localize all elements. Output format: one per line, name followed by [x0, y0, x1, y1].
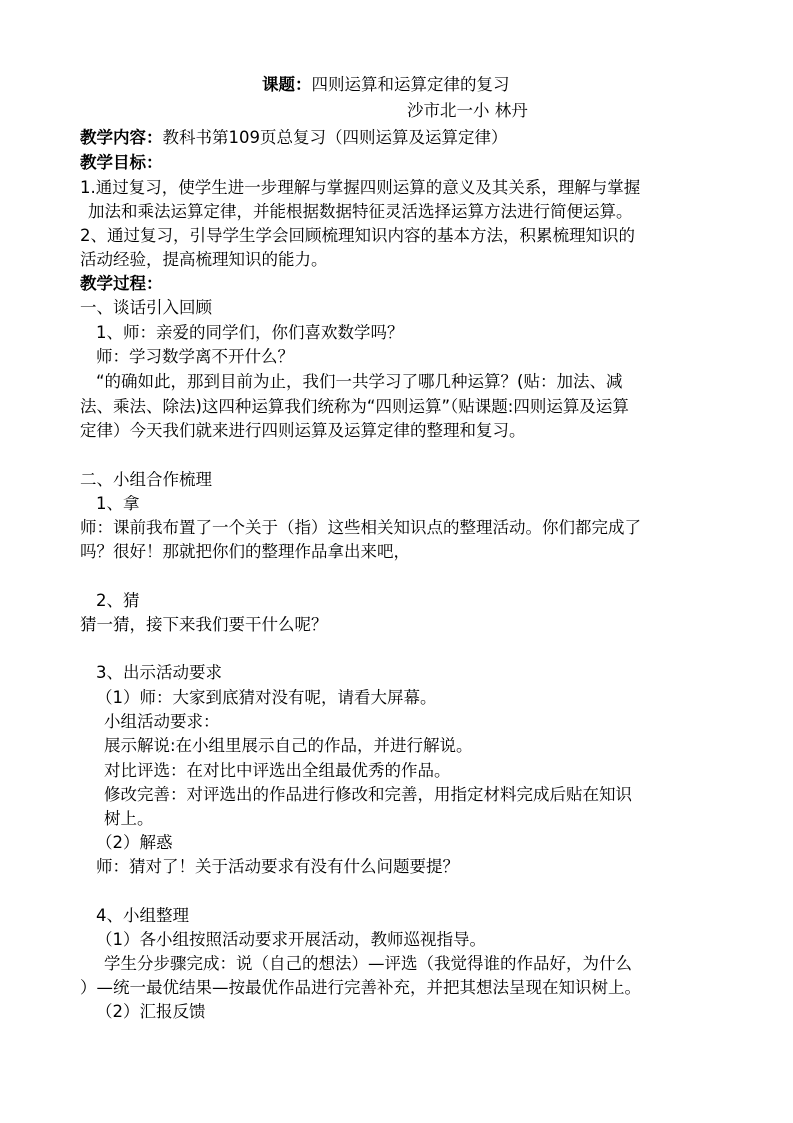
process-line: 展示解说:在小组里展示自己的作品，并进行解说。	[104, 736, 473, 755]
process-line: 学生分步骤完成：说（自己的想法）—评选（我觉得谁的作品好，为什么	[104, 954, 632, 973]
author-line: 沙市北一小 林丹	[407, 101, 528, 120]
process-line: 1、拿	[96, 494, 140, 513]
process-line: “的确如此，那到目前为止，我们一共学习了哪几种运算？(贴：加法、减	[96, 372, 623, 391]
process-line: 吗？很好！那就把你们的整理作品拿出来吧，	[80, 542, 410, 561]
process-line: 师：猜对了！关于活动要求有没有什么问题要提？	[96, 857, 459, 876]
goals-line: 加法和乘法运算定律，并能根据数据特征灵活选择运算方法进行简便运算。	[88, 202, 633, 221]
process-line: （1）各小组按照活动要求开展活动，教师巡视指导。	[96, 930, 486, 949]
process-line: 4、小组整理	[96, 906, 189, 925]
title-text: 四则运算和运算定律的复习	[311, 75, 510, 94]
process-line: 修改完善：对评选出的作品进行修改和完善，用指定材料完成后贴在知识	[104, 785, 632, 804]
content-text: 教科书第109页总复习（四则运算及运算定律）	[162, 128, 508, 147]
process-line: 定律）今天我们就来进行四则运算及运算定律的整理和复习。	[80, 421, 526, 440]
process-line: 师：课前我布置了一个关于（指）这些相关知识点的整理活动。你们都完成了	[80, 518, 641, 537]
process-line: 师：学习数学离不开什么？	[96, 347, 294, 366]
process-line: 小组活动要求：	[104, 712, 220, 731]
process-line: 法、乘法、除法)这四种运算我们统称为“四则运算”（贴课题:四则运算及运算	[80, 397, 629, 416]
process-line: 对比评选：在对比中评选出全组最优秀的作品。	[104, 761, 451, 780]
goals-line: 1.通过复习，使学生进一步理解与掌握四则运算的意义及其关系，理解与掌握	[80, 178, 641, 197]
goals-line: 活动经验，提高梳理知识的能力。	[80, 250, 328, 269]
content-line	[80, 127, 508, 149]
goals-heading: 教学目标：	[80, 153, 163, 172]
process-heading: 教学过程：	[80, 274, 163, 293]
process-line: （1）师：大家到底猜对没有呢，请看大屏幕。	[96, 688, 437, 707]
lesson-title-line	[262, 74, 510, 96]
content-label: 教学内容：	[80, 128, 163, 147]
section-heading: 一、谈话引入回顾	[80, 298, 212, 317]
goals-line: 2、通过复习，引导学生学会回顾梳理知识内容的基本方法，积累梳理知识的	[80, 226, 635, 245]
process-line: （2）解惑	[96, 833, 173, 852]
process-line: 猜一猜，接下来我们要干什么呢？	[80, 615, 328, 634]
title-label: 课题：	[262, 75, 312, 94]
process-line: 2、猜	[96, 591, 140, 610]
process-line: ）—统一最优结果—按最优作品进行完善补充，并把其想法呈现在知识树上。	[80, 978, 641, 997]
process-line: （2）汇报反馈	[96, 1002, 206, 1021]
process-line: 1、师：亲爱的同学们，你们喜欢数学吗？	[96, 323, 404, 342]
process-line: 树上。	[104, 809, 154, 828]
process-line: 3、出示活动要求	[96, 663, 222, 682]
section-heading: 二、小组合作梳理	[80, 470, 212, 489]
